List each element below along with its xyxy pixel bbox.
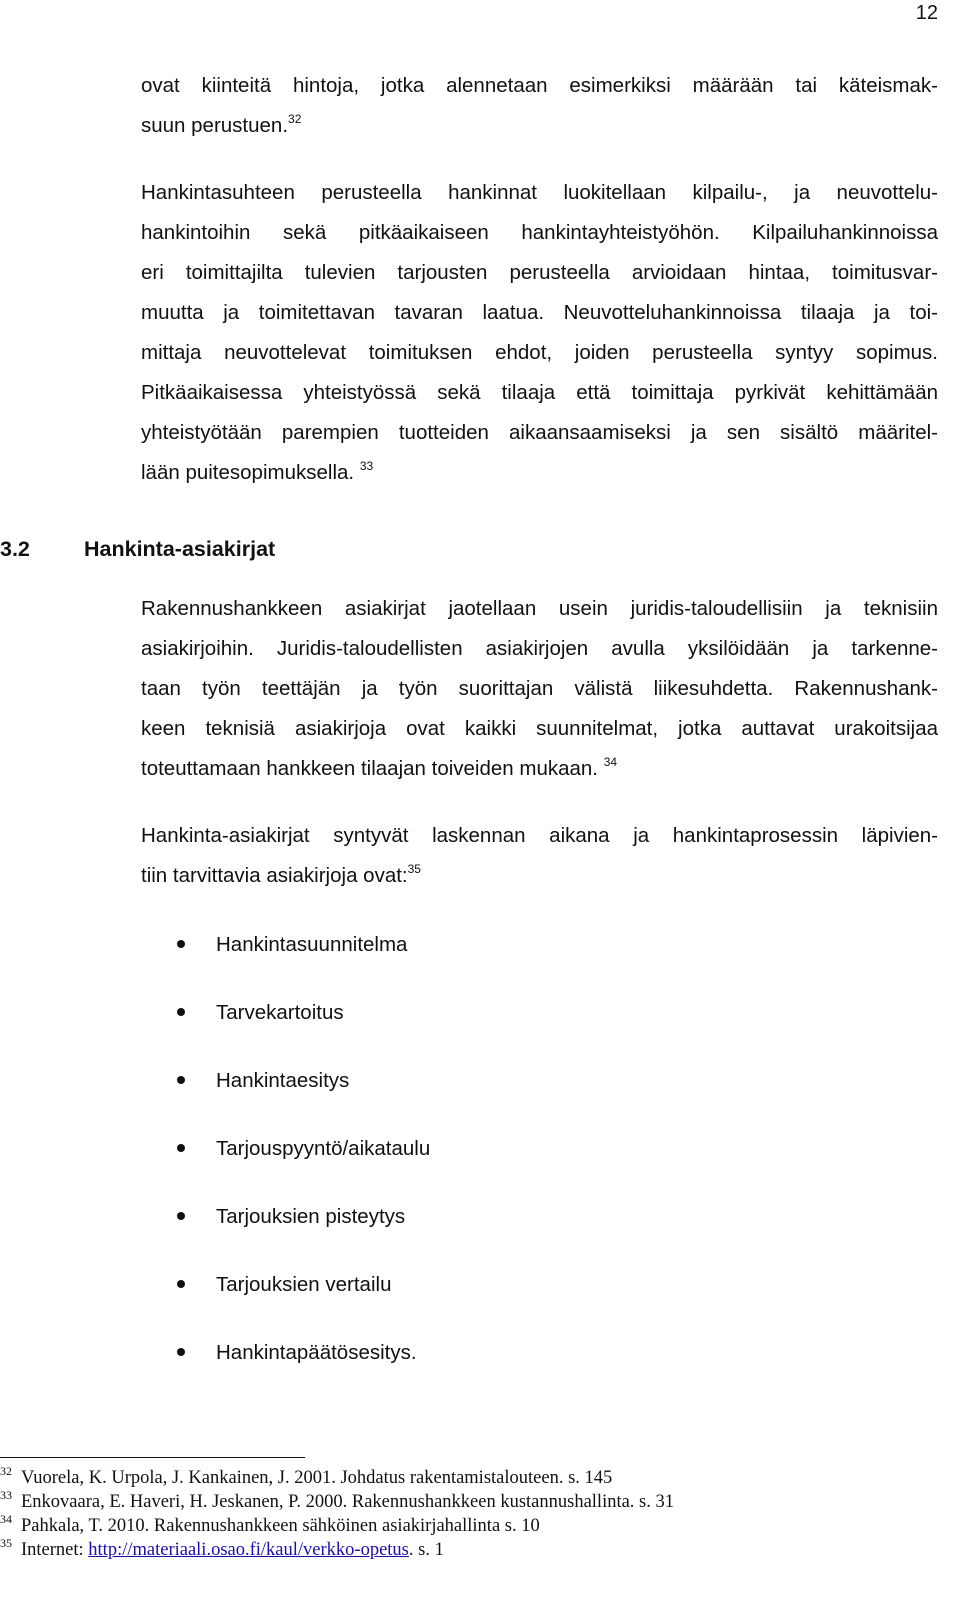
bullet-icon [177,940,185,948]
text-line: mittaja neuvottelevat toimituksen ehdot, joiden perusteella syntyy sopimus. [141,341,938,364]
text-line: hankintoihin sekä pitkäaikaiseen hankintayhteistyöhön. Kilpailuhankinnoissa [141,221,938,244]
paragraph-1 [141,66,938,146]
text-line-content: tiin tarvittavia asiakirjoja ovat: [141,864,408,887]
list-item-label: Tarjouksien vertailu [216,1273,392,1296]
text-line-content: suun perustuen. [141,114,289,137]
list-item [141,1061,430,1129]
footnote: $^{33}$ Enkovaara, E. Haveri, H. Jeskanen, P. 2000. Rakennushankkeen kustannushallinta. s. 31 [0,1488,675,1512]
bullet-icon [177,1280,185,1288]
paragraph-4 [141,816,938,896]
footnote-text: Pahkala, T. 2010. Rakennushankkeen sähköinen asiakirjahallinta s. 10 [21,1516,540,1536]
text-line-content: lään puitesopimuksella. [141,461,355,484]
paragraph-2 [141,173,938,493]
footnote-suffix: . s. 1 [408,1540,444,1560]
section-heading [0,537,276,562]
paragraph-3 [141,589,938,789]
list-item-label: Hankintasuunnitelma [216,933,408,956]
footnote-link[interactable]: http://materiaali.osao.fi/kaul/verkko-opetus [88,1540,409,1560]
text-line: Hankinta-asiakirjat syntyvät laskennan aikana ja hankintaprosessin läpivien- [141,824,938,847]
text-line: Rakennushankkeen asiakirjat jaotellaan usein juridis-taloudellisiin ja teknisiin [141,597,938,620]
list-item-label: Hankintapäätösesitys. [216,1341,417,1364]
footnotes [0,1466,674,1562]
list-item [141,925,430,993]
footnote-text: Enkovaara, E. Haveri, H. Jeskanen, P. 2000. Rakennushankkeen kustannushallinta. s. 31 [21,1492,675,1512]
text-line: Pitkäaikaisessa yhteistyössä sekä tilaaja että toimittaja pyrkivät kehittämään [141,381,938,404]
text-line [141,453,938,493]
text-line: muutta ja toimitettavan tavaran laatua. Neuvotteluhankinnoissa tilaaja ja toi- [141,301,938,324]
footnote-divider [0,1457,305,1458]
list-item-label: Hankintaesitys [216,1069,350,1092]
footnote-ref: 34 [603,755,618,769]
text-line [141,106,938,146]
list-item [141,993,430,1061]
footnote-prefix: Internet: [21,1540,89,1560]
text-line: Hankintasuhteen perusteella hankinnat luokitellaan kilpailu-, ja neuvottelu- [141,181,938,204]
bullet-icon [177,1348,185,1356]
bullet-icon [177,1212,185,1220]
footnote-ref: 33 [359,459,374,473]
text-line: eri toimittajilta tulevien tarjousten perusteella arvioidaan hintaa, toimitusvar- [141,261,938,284]
bullet-icon [177,1076,185,1084]
list-item [141,1129,430,1197]
text-line [141,749,938,789]
text-line: keen teknisiä asiakirjoja ovat kaikki suunnitelmat, jotka auttavat urakoitsijaa [141,717,938,740]
text-line: ovat kiinteitä hintoja, jotka alennetaan esimerkiksi määrään tai käteismak- [141,74,938,97]
text-line: taan työn teettäjän ja työn suorittajan välistä liikesuhdetta. Rakennushank- [141,677,938,700]
bullet-icon [177,1144,185,1152]
list-item-label: Tarjouksien pisteytys [216,1205,406,1228]
footnote-ref: 32 [288,112,302,126]
page-number: 12 [915,2,938,24]
section-title: Hankinta-asiakirjat [84,537,276,561]
list-item [141,1197,430,1265]
footnote-text: Vuorela, K. Urpola, J. Kankainen, J. 2001. Johdatus rakentamistalouteen. s. 145 [21,1468,613,1488]
text-line: asiakirjoihin. Juridis-taloudellisten asiakirjojen avulla yksilöidään ja tarkenne- [141,637,938,660]
footnote: $^{32}$ Vuorela, K. Urpola, J. Kankainen, J. 2001. Johdatus rakentamistalouteen. s. 145 [0,1464,613,1488]
document-list [141,925,430,1401]
section-number: 3.2 [0,537,30,561]
list-item-label: Tarjouspyyntö/aikataulu [216,1137,431,1160]
bullet-icon [177,1008,185,1016]
list-item-label: Tarvekartoitus [216,1001,344,1024]
footnote: $^{35}$ Internet: http://materiaali.osao.fi/kaul/verkko-opetus. s. 1 [0,1536,444,1560]
footnote-ref: 35 [407,862,421,876]
text-line [141,856,938,896]
text-line: yhteistyötään parempien tuotteiden aikaansaamiseksi ja sen sisältö määritel- [141,421,938,444]
list-item [141,1265,430,1333]
footnote: $^{34}$ Pahkala, T. 2010. Rakennushankkeen sähköinen asiakirjahallinta s. 10 [0,1512,540,1536]
text-line-content: toteuttamaan hankkeen tilaajan toiveiden mukaan. [141,757,599,780]
list-item [141,1333,430,1401]
